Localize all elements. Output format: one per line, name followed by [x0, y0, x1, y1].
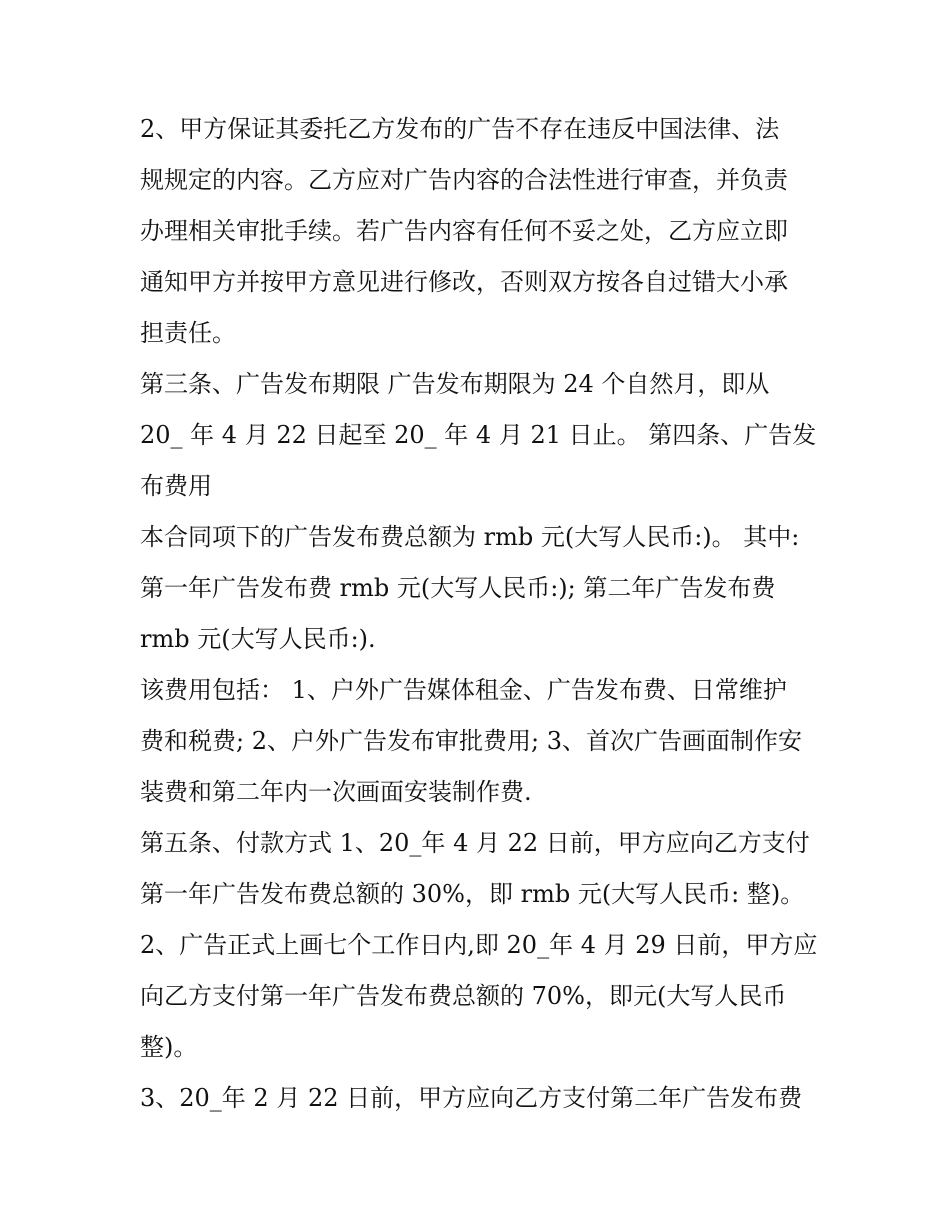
- text-line: 第一年广告发布费 rmb 元(大写人民币:); 第二年广告发布费: [140, 574, 776, 602]
- text-line: 本合同项下的广告发布费总额为 rmb 元(大写人民币:)。 其中:: [140, 523, 800, 551]
- text-line: 整)。: [140, 1033, 198, 1061]
- text-line: 通知甲方并按甲方意见进行修改，否则双方按各自过错大小承: [140, 268, 788, 296]
- text-line: 担责任。: [140, 319, 236, 347]
- text-line: 该费用包括： 1、户外广告媒体租金、广告发布费、日常维护: [140, 676, 787, 704]
- text-line: 向乙方支付第一年广告发布费总额的 70%，即元(大写人民币: [140, 982, 787, 1010]
- text-line: 规规定的内容。乙方应对广告内容的合法性进行审查，并负责: [140, 166, 788, 194]
- text-line: 办理相关审批手续。若广告内容有任何不妥之处，乙方应立即: [140, 217, 788, 245]
- text-line: 20_ 年 4 月 22 日起至 20_ 年 4 月 21 日止。 第四条、广告发: [140, 421, 817, 449]
- text-line: 3、20_年 2 月 22 日前，甲方应向乙方支付第二年广告发布费: [140, 1084, 803, 1112]
- text-line: 2、甲方保证其委托乙方发布的广告不存在违反中国法律、法: [140, 115, 780, 143]
- text-line: rmb 元(大写人民币:).: [140, 625, 376, 653]
- text-line: 装费和第二年内一次画面安装制作费.: [140, 778, 532, 806]
- text-line: 第五条、付款方式 1、20_年 4 月 22 日前，甲方应向乙方支付: [140, 829, 810, 857]
- text-line: 费和税费; 2、户外广告发布审批费用; 3、首次广告画面制作安: [140, 727, 802, 755]
- text-line: 第一年广告发布费总额的 30%，即 rmb 元(大写人民币: 整)。: [140, 880, 805, 908]
- text-line: 2、广告正式上画七个工作日内,即 20_年 4 月 29 日前，甲方应: [140, 931, 818, 959]
- document-body: [140, 104, 820, 1124]
- text-line: 布费用: [140, 472, 212, 500]
- text-line: 第三条、广告发布期限 广告发布期限为 24 个自然月，即从: [140, 370, 770, 398]
